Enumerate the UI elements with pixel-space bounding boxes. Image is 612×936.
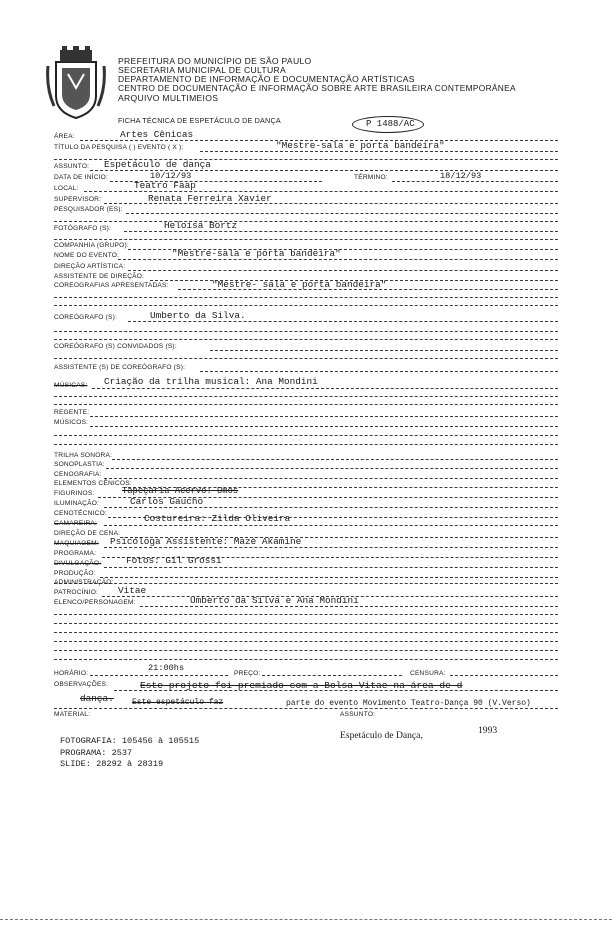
censura-label: CENSURA: (410, 670, 446, 677)
trilha-sonora-label: TRILHA SONORA: (54, 452, 113, 459)
assistente-direcao-label: ASSISTENTE DE DIREÇÃO: (54, 273, 145, 280)
header-line-secretaria: SECRETARIA MUNICIPAL DE CULTURA (118, 65, 286, 75)
figurinos-label: FIGURINOS: (54, 490, 95, 497)
iluminacao-label: ILUMINAÇÃO: (54, 500, 100, 507)
sonoplastia-label: SONOPLASTIA: (54, 461, 105, 468)
musicas-value: Criação da trilha musical: Ana Mondini (104, 376, 318, 387)
observacoes-label: OBSERVAÇÕES: (54, 681, 109, 688)
city-coat-of-arms-icon (46, 44, 106, 120)
musicos-label: MÚSICOS: (54, 419, 89, 426)
coreografos-label: COREÓGRAFO (S): (54, 314, 118, 321)
pesquisadores-label: PESQUISADOR (ES): (54, 206, 123, 213)
material-label: MATERIAL: (54, 711, 91, 718)
coreografos-convidados-label: COREÓGRAFO (S) CONVIDADOS (S): (54, 343, 177, 350)
observacoes-line-2-middle: Este espetáculo faz (132, 698, 224, 707)
assunto-2-year: 1993 (478, 725, 498, 736)
termino-label: TÉRMINO: (354, 174, 388, 181)
assunto-2-value: Espetáculo de Dança, (340, 730, 423, 741)
maquiagem-value: Psicóloga Assistente: Mazé Akamine (110, 536, 302, 547)
observacoes-line-1: Este projeto foi premiado com a Bolsa Vitae na área de d (140, 680, 463, 691)
assunto-value: Espetáculo de dança (104, 159, 211, 170)
data-inicio-label: DATA DE INÍCIO: (54, 174, 109, 181)
local-value: Teatro Faap (134, 180, 196, 191)
figurinos-value: Tapeçaria Acervo: Umos (122, 486, 239, 496)
titulo-value: "Mestre-sala e porta bandeira" (276, 140, 445, 151)
titulo-label: TÍTULO DA PESQUISA ( ) EVENTO ( X ): (54, 144, 184, 151)
patrocinio-value: Vitae (118, 585, 147, 596)
companhia-label: COMPANHIA (GRUPO): (54, 242, 129, 249)
assunto-label: ASSUNTO: (54, 163, 90, 170)
data-inicio-value: 10/12/93 (150, 171, 192, 181)
header-line-centro: CENTRO DE DOCUMENTAÇÃO E INFORMAÇÃO SOBRE ARTE BRASILEIRA CONTEMPORÂNEA (118, 83, 516, 93)
nome-evento-value: "Mestre-sala e porta bandeira" (172, 248, 341, 259)
supervisor-label: SUPERVISOR: (54, 196, 102, 203)
termino-value: 18/12/93 (440, 171, 482, 181)
horario-value: 21:00hs (148, 663, 185, 673)
elenco-label: ELENCO/PERSONAGEM: (54, 599, 136, 606)
camareira-value: Costureira: Zilda Oliveira (144, 513, 291, 524)
header-line-arquivo: ARQUIVO MULTIMEIOS (118, 93, 219, 103)
horario-label: HORÁRIO: (54, 670, 89, 677)
elenco-value: Umberto da Silva e Ana Mondini (190, 595, 359, 606)
producao-label: PRODUÇÃO: (54, 570, 96, 577)
regente-label: REGENTE: (54, 409, 90, 416)
observacoes-line-2-start: dança. (80, 693, 114, 704)
local-label: LOCAL: (54, 185, 79, 192)
observacoes-line-2-end: parte do evento Movimento Teatro-Dança 90 (V.Verso) (286, 699, 531, 708)
divulgacao-value: Fotos: Gil Grossi (126, 555, 222, 566)
programa-label: PROGRAMA: (54, 550, 97, 557)
material-slide: SLIDE: 28292 à 28319 (60, 759, 164, 769)
fotografo-label: FOTÓGRAFO (S): (54, 225, 112, 232)
patrocinio-label: PATROCÍNIO: (54, 589, 99, 596)
assistente-coreografo-label: ASSISTENTE (S) DE COREÓGRAFO (S): (54, 364, 186, 371)
divulgacao-label: DIVULGAÇÃO: (54, 560, 102, 567)
nome-evento-label: NOME DO EVENTO: (54, 252, 120, 259)
direcao-artistica-label: DIREÇÃO ARTÍSTICA: (54, 263, 126, 270)
area-label: ÁREA: (54, 133, 75, 140)
maquiagem-label: MAQUIAGEM: (54, 540, 99, 547)
coreografos-value: Umberto da Silva. (150, 310, 246, 321)
preco-label: PREÇO: (234, 670, 261, 677)
direcao-cena-label: DIREÇÃO DE CENA: (54, 530, 121, 537)
code-number: P 1488/AC (366, 119, 415, 129)
header-line-prefeitura: PREFEITURA DO MUNICÍPIO DE SÃO PAULO (118, 56, 312, 66)
fotografo-value: Heloisa Bortz (164, 220, 238, 231)
cenografia-label: CENOGRAFIA: (54, 471, 102, 478)
iluminacao-value: Carlos Gaucho (130, 496, 204, 507)
header-line-departamento: DEPARTAMENTO DE INFORMAÇÃO E DOCUMENTAÇÃO ARTÍSTICAS (118, 74, 415, 84)
coreografias-value: "Mestre- sala e porta bandeira" (212, 279, 387, 290)
musicas-label: MÚSICAS: (54, 382, 88, 389)
form-title: FICHA TÉCNICA DE ESPETÁCULO DE DANÇA (118, 116, 281, 125)
assunto-2-label: ASSUNTO: (340, 711, 376, 718)
cenotecnico-label: CENOTÉCNICO: (54, 510, 107, 517)
supervisor-value: Renata Ferreira Xavier (148, 193, 272, 204)
camareira-label: CAMAREIRA: (54, 520, 98, 527)
area-value: Artes Cênicas (120, 129, 194, 140)
administracao-label: ADMINISTRAÇÃO: (54, 579, 114, 586)
elementos-cenicos-label: ELEMENTOS CÊNICOS: (54, 480, 132, 487)
coreografias-label: COREOGRAFIAS APRESENTADAS: (54, 282, 169, 289)
material-fotografia: FOTOGRAFIA: 105456 à 105515 (60, 736, 200, 746)
material-programa: PROGRAMA: 2537 (60, 748, 133, 758)
